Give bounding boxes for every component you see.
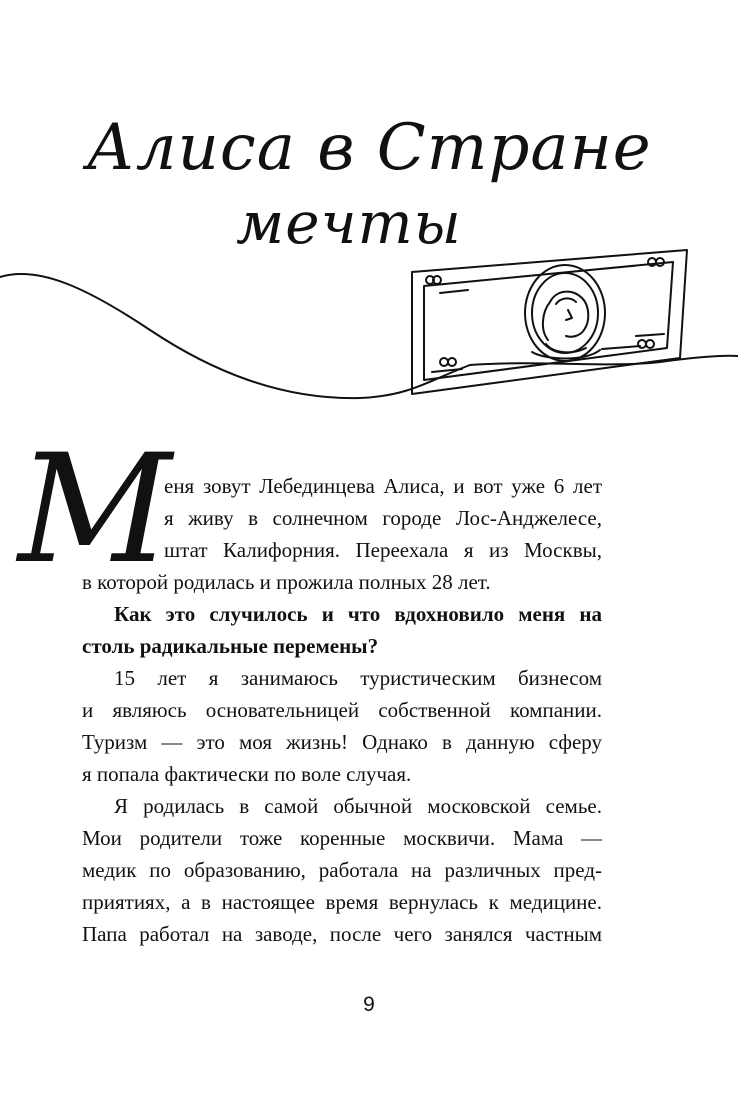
body-line: Я родилась в самой обычной московской семье. (114, 794, 602, 818)
body-line: штат Калифорния. Переехала я из Москвы, (164, 538, 602, 562)
page-number: 9 (363, 993, 375, 1016)
body-line: медик по образованию, работала на различных пред- (82, 858, 602, 882)
body-line: Туризм — это моя жизнь! Однако в данную сферу (82, 730, 602, 754)
body-line: Папа работал на заводе, после чего занялся частным (82, 922, 602, 946)
body-line: в которой родилась и прожила полных 28 лет. (82, 570, 491, 594)
body-line: 15 лет я занимаюсь туристическим бизнесом (114, 666, 602, 690)
body-line-bold: Как это случилось и что вдохновило меня на (114, 602, 602, 626)
body-line: приятиях, а в настоящее время вернулась к медицине. (82, 890, 602, 914)
body-line-bold: столь радикальные перемены? (82, 634, 379, 658)
drop-cap-letter: М (18, 423, 172, 597)
body-line: и являюсь основательницей собственной компании. (82, 698, 602, 722)
chapter-title-line-2: мечты (236, 189, 462, 257)
body-line: я попала фактически по воле случая. (82, 762, 412, 786)
body-line: Мои родители тоже коренные москвичи. Мама — (82, 826, 602, 850)
chapter-title-line-1: Алиса в Стране (86, 111, 652, 185)
body-line: еня зовут Лебединцева Алиса, и вот уже 6 лет (164, 474, 602, 498)
bill-inner-border (424, 262, 673, 380)
wave-line (0, 274, 738, 398)
body-line: я живу в солнечном городе Лос-Анджелесе, (164, 506, 602, 530)
dollar-bill-illustration (0, 240, 738, 410)
